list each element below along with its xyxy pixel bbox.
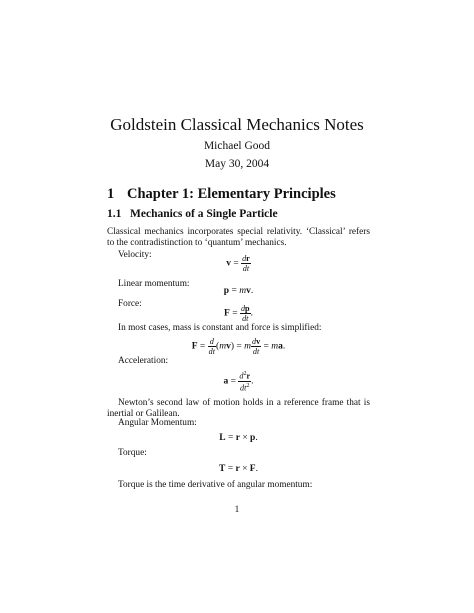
- section-number: 1: [107, 186, 115, 202]
- torque-equation: T = r × F.: [219, 464, 258, 474]
- force-label: Force:: [118, 299, 142, 309]
- document-author: Michael Good: [203, 140, 271, 152]
- angular-momentum-equation: L = r × p.: [219, 433, 258, 443]
- acceleration-equation: a = $\frac{d^2r}{dt^2}$ .: [223, 371, 254, 393]
- intro-paragraph: Classical mechanics incorporates special relativity. ‘Classical’ refers to the contradistinction to ‘quantum’ mechanics.: [107, 227, 370, 249]
- force-equation: F = $\frac{dp}{dt}$ .: [224, 304, 253, 323]
- torque-label: Torque:: [118, 448, 147, 458]
- acceleration-label: Acceleration:: [118, 356, 169, 366]
- section-title: Chapter 1: Elementary Principles: [127, 186, 336, 202]
- subsection-heading: [107, 208, 278, 220]
- simplified-force-equation: F = $\frac{d}{dt}$ (mv) = m $\frac{dv}{dt}$ = ma.: [191, 337, 286, 356]
- document-title: Goldstein Classical Mechanics Notes: [110, 115, 364, 134]
- torque-derivative-paragraph: Torque is the time derivative of angular momentum:: [118, 480, 313, 490]
- momentum-equation: p = mv.: [223, 286, 254, 296]
- page-number: 1: [234, 505, 240, 515]
- velocity-label: Velocity:: [118, 250, 152, 260]
- mass-constant-paragraph: In most cases, mass is constant and force is simplified:: [118, 323, 322, 333]
- linear-momentum-label: Linear momentum:: [118, 279, 190, 289]
- newton-law-paragraph: Newton’s second law of motion holds in a reference frame that is inertial or Galilean.: [107, 398, 370, 420]
- subsection-title: Mechanics of a Single Particle: [130, 208, 278, 220]
- section-heading: [107, 186, 336, 203]
- angular-momentum-label: Angular Momentum:: [118, 418, 197, 428]
- velocity-equation: v = $\frac{dr}{dt}$: [226, 254, 250, 273]
- document-date: May 30, 2004: [204, 158, 270, 170]
- subsection-number: 1.1: [107, 208, 122, 220]
